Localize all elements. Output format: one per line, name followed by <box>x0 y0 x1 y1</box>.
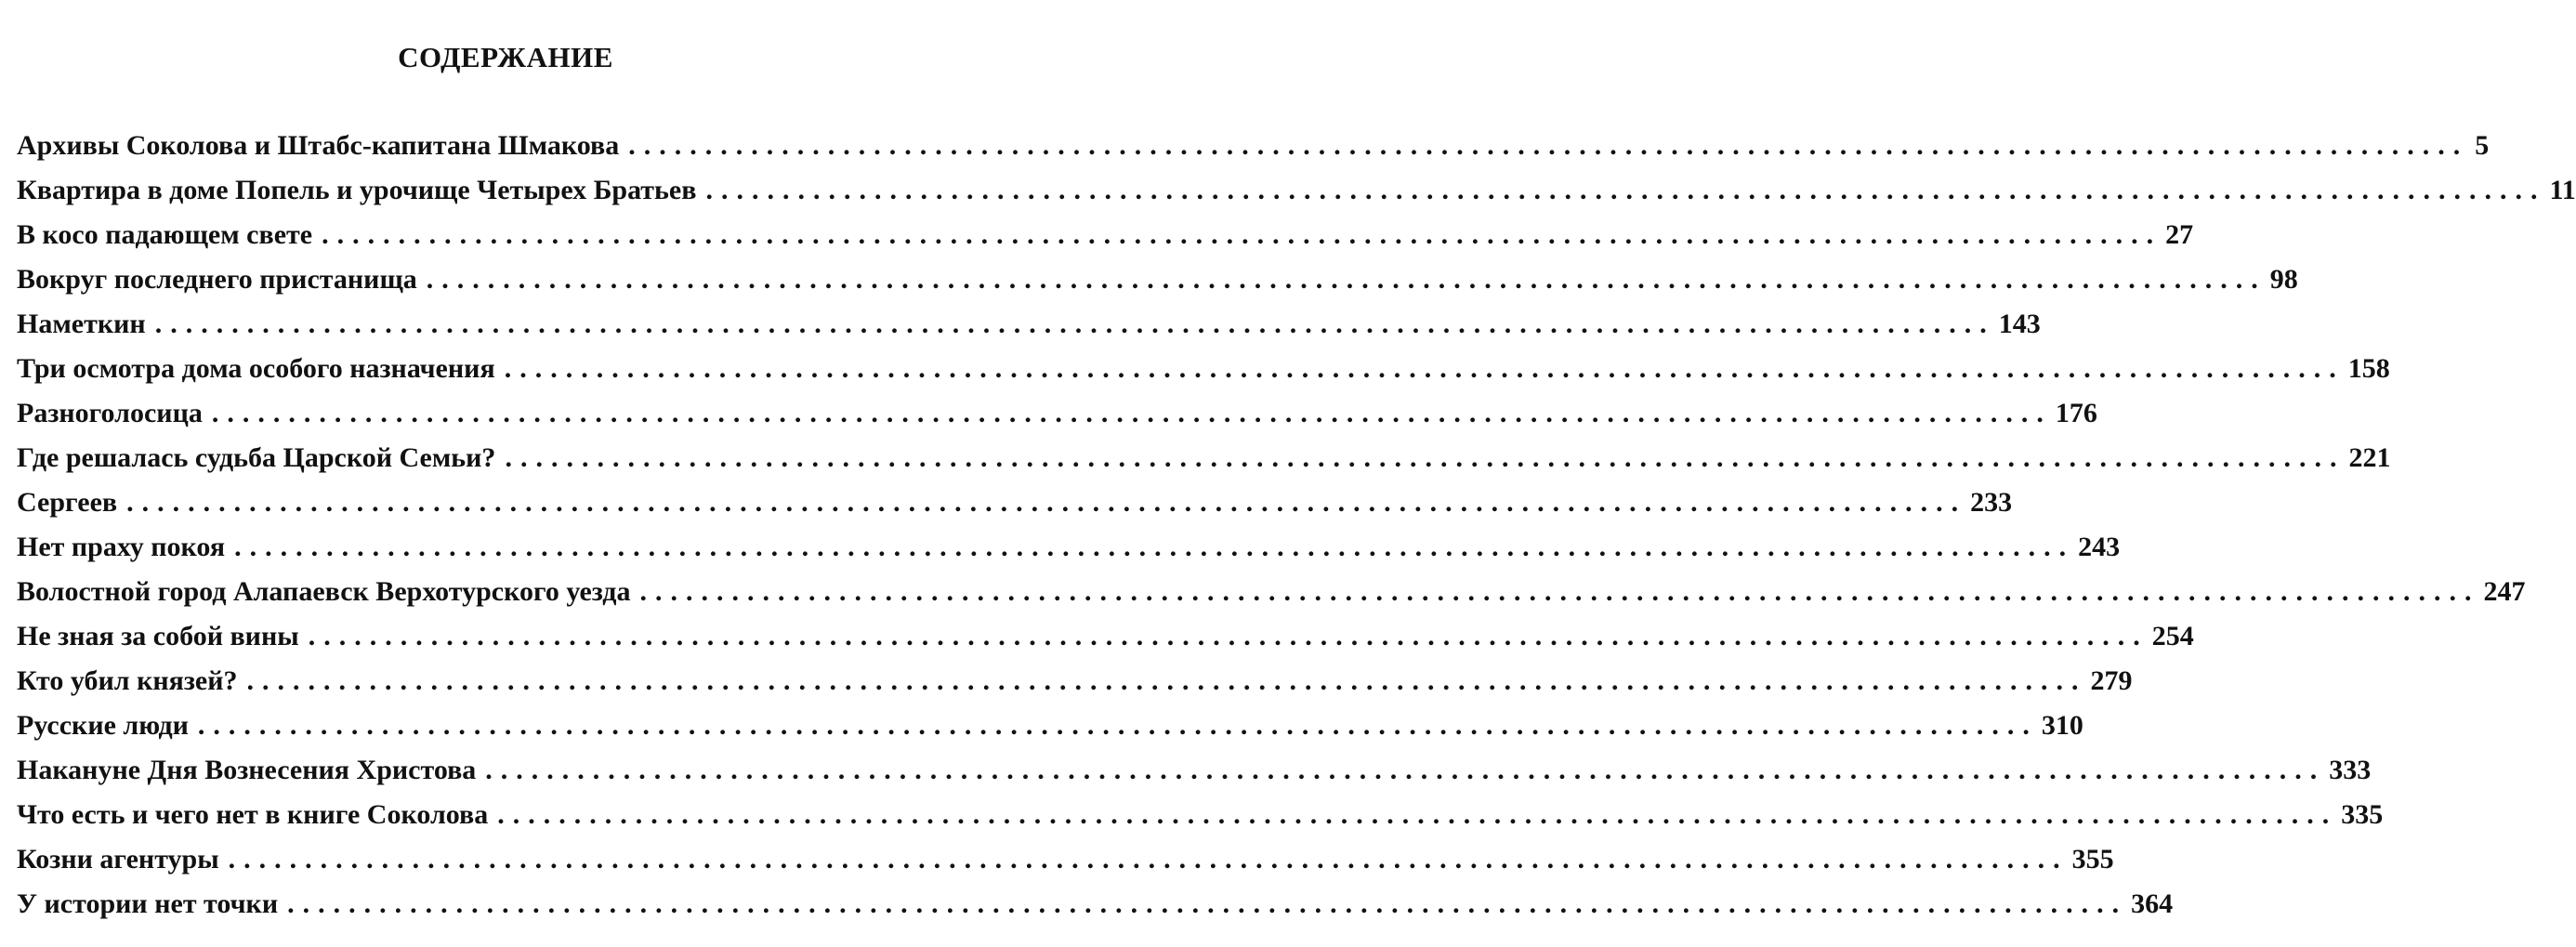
toc-entry <box>17 793 2384 837</box>
dot-leader: ........................................................................................................................ <box>154 309 1995 339</box>
toc-entry <box>17 347 2390 391</box>
toc-entry-page-number: 27 <box>2165 219 2194 250</box>
toc-entry-page-number: 364 <box>2131 888 2174 919</box>
toc-entry-title: Три осмотра дома особого назначения <box>17 353 495 384</box>
toc-entry-page-number: 333 <box>2329 755 2372 785</box>
dot-leader: ........................................................................................................................ <box>705 175 2546 205</box>
dot-leader: ........................................................................................................................ <box>497 799 2338 830</box>
toc-entry <box>17 302 2041 347</box>
toc-entry-title: Квартира в доме Попель и урочище Четырех Братьев <box>17 175 697 205</box>
toc-entry-page-number: 158 <box>2347 353 2390 384</box>
toc-entry <box>17 124 2490 168</box>
toc-entry-page-number: 176 <box>2055 398 2097 428</box>
dot-leader: ........................................................................................................................ <box>485 755 2326 785</box>
toc-entry-title: Что есть и чего нет в книге Соколова <box>17 799 489 830</box>
dot-leader: ........................................................................................................................ <box>426 264 2267 295</box>
dot-leader: ........................................................................................................................ <box>234 532 2075 562</box>
toc-entry-page-number: 243 <box>2078 532 2121 562</box>
dot-leader: ........................................................................................................................ <box>197 710 2038 741</box>
page-title: СОДЕРЖАНИЕ <box>398 41 613 73</box>
dot-leader: ........................................................................................................................ <box>228 844 2069 875</box>
toc-entry-title: Козни агентуры <box>17 844 219 875</box>
toc-entry-title: Сергеев <box>17 487 118 518</box>
table-of-contents <box>17 124 2576 927</box>
toc-entry-page-number: 233 <box>1970 487 2013 518</box>
toc-entry-title: Вокруг последнего пристанища <box>17 264 417 295</box>
toc-entry-page-number: 254 <box>2151 621 2194 651</box>
toc-entry <box>17 213 2194 257</box>
toc-entry-title: Нет праху покоя <box>17 532 226 562</box>
toc-entry <box>17 748 2372 793</box>
toc-entry-page-number: 5 <box>2475 130 2490 161</box>
toc-entry-title: В косо падающем свете <box>17 219 313 250</box>
toc-entry-page-number: 335 <box>2341 799 2384 830</box>
toc-entry <box>17 525 2121 570</box>
toc-entry <box>17 570 2526 614</box>
toc-entry-title: Где решалась судьба Царской Семьи? <box>17 442 496 473</box>
dot-leader: ........................................................................................................................ <box>308 621 2149 651</box>
toc-entry <box>17 614 2194 659</box>
toc-entry <box>17 704 2083 748</box>
toc-entry-page-number: 355 <box>2071 844 2114 875</box>
dot-leader: ........................................................................................................................ <box>639 576 2480 607</box>
toc-entry-title: Кто убил князей? <box>17 665 238 696</box>
toc-entry <box>17 168 2576 213</box>
toc-entry <box>17 480 2013 525</box>
dot-leader: ........................................................................................................................ <box>246 665 2087 696</box>
toc-entry-title: Волостной город Алапаевск Верхотурского уезда <box>17 576 631 607</box>
toc-entry <box>17 882 2174 927</box>
dot-leader: ........................................................................................................................ <box>211 398 2052 428</box>
dot-leader: ........................................................................................................................ <box>322 219 2162 250</box>
dot-leader: ........................................................................................................................ <box>628 130 2469 161</box>
toc-entry-page-number: 98 <box>2269 264 2298 295</box>
dot-leader: ........................................................................................................................ <box>504 353 2345 384</box>
toc-entry-page-number: 310 <box>2041 710 2083 741</box>
toc-entry-page-number: 143 <box>1998 309 2041 339</box>
toc-entry <box>17 659 2133 704</box>
dot-leader: ........................................................................................................................ <box>287 888 2128 919</box>
toc-entry <box>17 837 2114 882</box>
toc-entry <box>17 257 2298 302</box>
toc-entry-title: Разноголосица <box>17 398 203 428</box>
toc-entry <box>17 436 2391 480</box>
toc-entry-title: Архивы Соколова и Штабс-капитана Шмакова <box>17 130 620 161</box>
toc-entry-page-number: 279 <box>2090 665 2133 696</box>
toc-entry-page-number: 221 <box>2348 442 2391 473</box>
toc-entry-title: Накануне Дня Вознесения Христова <box>17 755 477 785</box>
toc-entry-page-number: 11 <box>2549 175 2576 205</box>
toc-entry-title: У истории нет точки <box>17 888 279 919</box>
dot-leader: ........................................................................................................................ <box>126 487 1967 518</box>
toc-entry-title: Русские люди <box>17 710 189 741</box>
toc-entry <box>17 391 2097 436</box>
toc-entry-title: Не зная за собой вины <box>17 621 299 651</box>
toc-entry-title: Наметкин <box>17 309 146 339</box>
toc-entry-page-number: 247 <box>2483 576 2526 607</box>
dot-leader: ........................................................................................................................ <box>505 442 2346 473</box>
